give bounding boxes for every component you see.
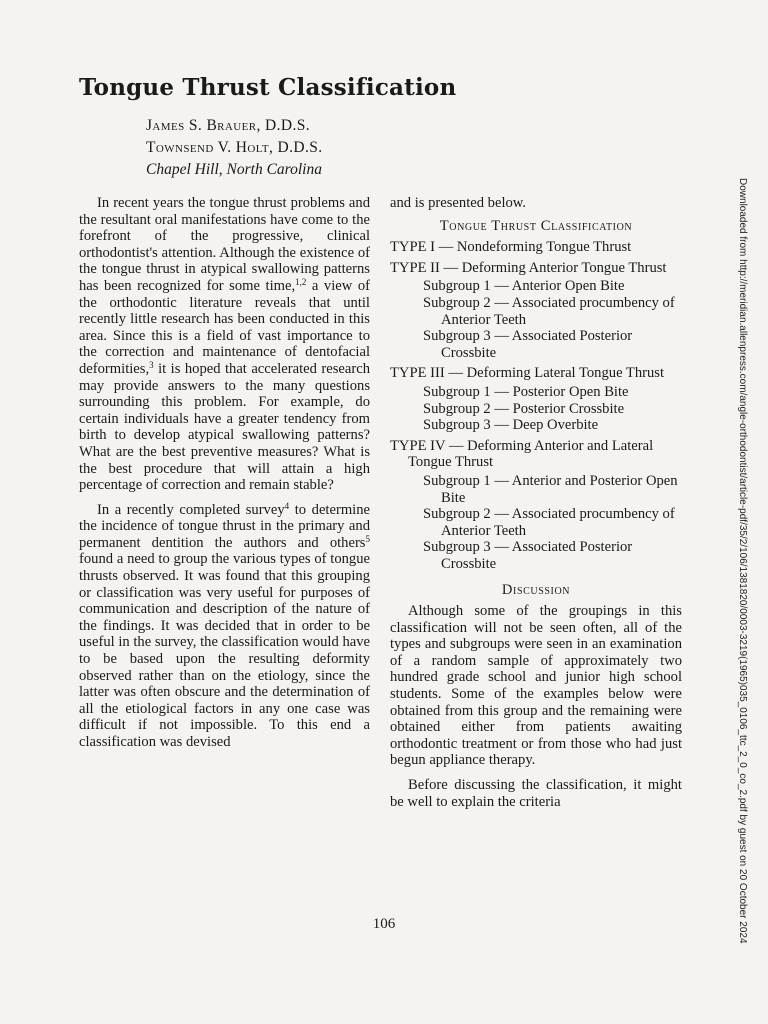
citation-ref: 4 (284, 500, 290, 511)
subgroup-item: Subgroup 2 — Posterior Crossbite (423, 400, 625, 417)
subgroup-item: Subgroup 2 — Associated procumbency of Anterior Teeth (423, 294, 675, 328)
type-label: TYPE II — Deforming Anterior Tongue Thrust (390, 259, 667, 276)
type-label: TYPE IV — Deforming Anterior and Lateral Tongue Thrust (390, 437, 654, 471)
subgroup-item: Subgroup 3 — Associated Posterior Crossbite (423, 539, 633, 572)
citation-ref: 5 (365, 533, 370, 544)
citation-ref: 1,2 (295, 276, 307, 287)
classification-heading: Tongue Thrust Classification (439, 217, 633, 234)
subgroup-item: Subgroup 3 — Associated Posterior Crossbite (423, 328, 633, 361)
subgroup-item: Subgroup 3 — Deep Overbite (423, 417, 599, 434)
subgroup-item: Subgroup 1 — Anterior Open Bite (423, 278, 625, 295)
left-column (79, 195, 370, 751)
right-column (390, 195, 682, 810)
discussion-paragraph: Before discussing the classification, it might be well to explain the criteria (390, 777, 682, 810)
author-1: James S. Brauer, D.D.S. (146, 117, 311, 134)
discussion-paragraph: Although some of the groupings in this classification will not be seen often, all of the types and subgroups were seen in an examination of a random sample of approximately two hundred grade school and junior high school students. Some of the examples below were obtained from this group and the remaining were obtained either from patients awaiting orthodontic treatment or from those who had just begun appliance therapy. (390, 603, 682, 769)
discussion-heading: Discussion (501, 582, 571, 599)
download-watermark: Downloaded from http://meridian.allenpress.com/angle-orthodontist/article-pdf/35/2/106/1381820/0003-3219(1965)035_0106_ttc_2_0_co_2.pdf by guest on 20 October 2024 (737, 178, 748, 944)
subgroup-list (390, 278, 682, 361)
citation-ref: 3 (149, 359, 154, 370)
intro-paragraph: In recent years the tongue thrust problems and the resultant oral manifestations have come to the forefront of the progressive, clinical orthodontist's attention. Although the existence of the tongue thrust in atypical swallowing patterns has been recognized for some time,$^{1,2}$ a view of the orthodontic literature reveals that until recently little research has been conducted in this area. Since this is a field of vast importance to the correction and maintenance of dentofacial deformities,$^3$ it is hoped that accelerated research may provide answers to the many questions surrounding this problem. For example, do certain individuals have a greater tendency from birth to develop atypical swallowing patterns? What are the best preventive measures? What is the best procedure that will attain a high percentage of correction and remain stable? (79, 195, 370, 494)
type-label: TYPE I — Nondeforming Tongue Thrust (390, 239, 632, 256)
affiliation: Chapel Hill, North Carolina (146, 161, 322, 178)
subgroup-item: Subgroup 2 — Associated procumbency of Anterior Teeth (423, 506, 675, 539)
type-label: TYPE III — Deforming Lateral Tongue Thrust (390, 365, 665, 382)
survey-paragraph: In a recently completed survey$^4$ to determine the incidence of tongue thrust in the primary and permanent dentition the authors and others$^5$ found a need to group the various types of tongue thrusts observed. It was found that this grouping or classification was very useful for purposes of communication and description of the nature of the findings. It was decided that in order to be useful in the survey, the classification would have to be based upon the resulting deformity observed rather than on the etiology, since the latter was often obscure and the determination of all the etiological factors in any one case was difficult if not impossible. To this end a classification was devised (79, 500, 370, 750)
continuation-line: and is presented below. (390, 195, 527, 211)
author-2: Townsend V. Holt, D.D.S. (146, 139, 323, 156)
subgroup-list (390, 384, 682, 434)
subgroup-list (390, 473, 682, 573)
subgroup-item: Subgroup 1 — Anterior and Posterior Open Bite (423, 472, 678, 506)
page-number: 106 (372, 916, 396, 932)
subgroup-item: Subgroup 1 — Posterior Open Bite (423, 383, 629, 400)
article-title: Tongue Thrust Classification (79, 74, 457, 101)
